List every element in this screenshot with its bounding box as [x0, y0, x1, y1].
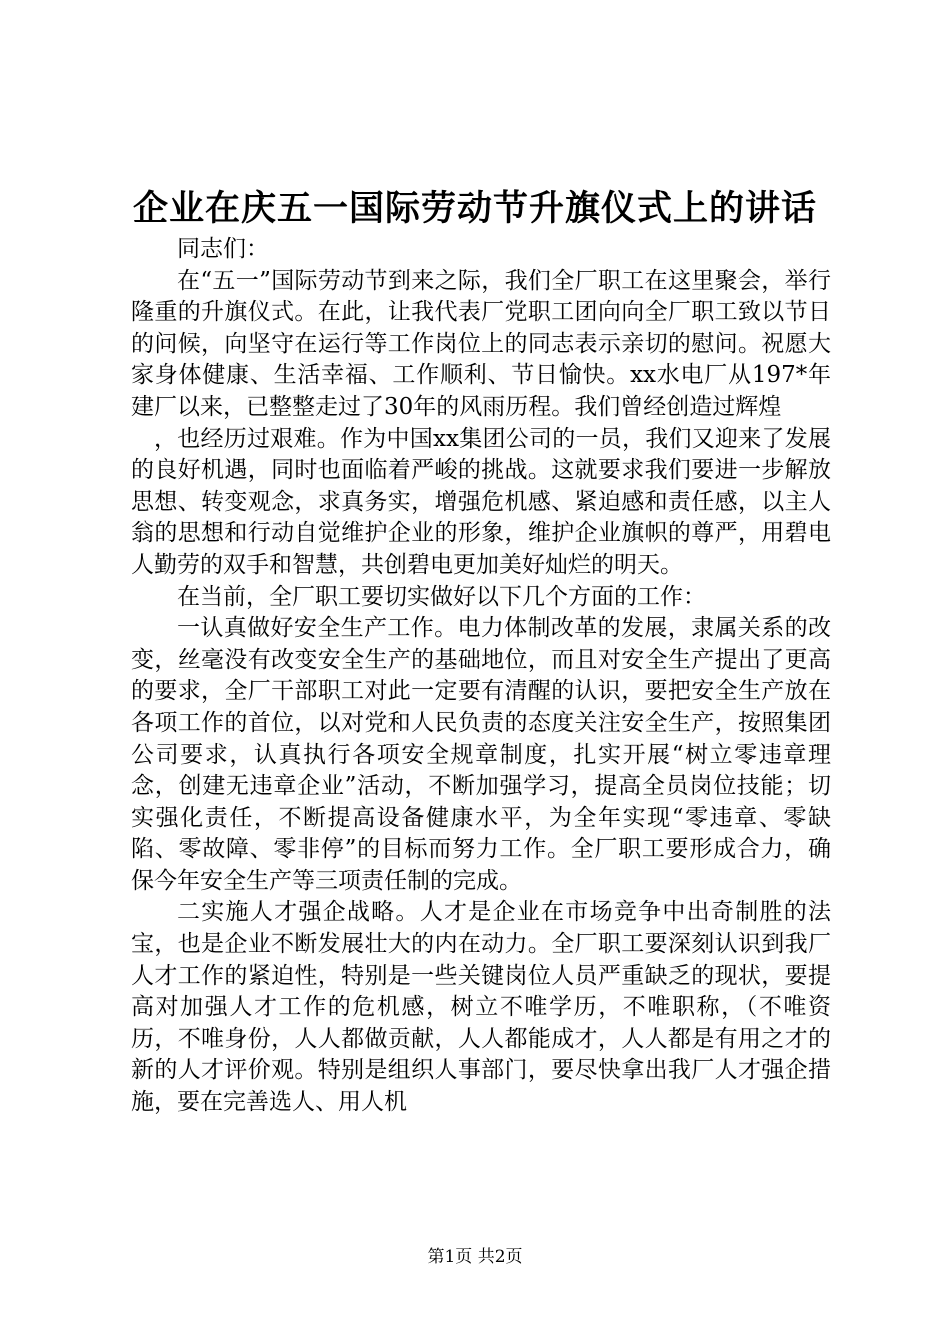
body-paragraph-intro: 在“五一”国际劳动节到来之际，我们全厂职工在这里聚会，举行隆重的升旗仪式。在此，让我代表厂党职工团向向全厂职工致以节日的问候，向坚守在运行等工作岗位上的同志表示亲切的慰问。祝愿大家身体健康、生活幸福、工作顺利、节日愉快。xx水电厂从197*年建厂以来，已整整走过了30年的风雨历程。我们曾经创造过辉煌: [131, 267, 831, 420]
body-paragraph-safety: 一认真做好安全生产工作。电力体制改革的发展，隶属关系的改变，丝毫没有改变安全生产的基础地位，而且对安全生产提出了更高的要求，全厂干部职工对此一定要有清醒的认识，要把安全生产放在各项工作的首位，以对党和人民负责的态度关注安全生产，按照集团公司要求，认真执行各项安全规章制度，扎实开展“树立零违章理念，创建无违章企业”活动，不断加强学习，提高全员岗位技能；切实强化责任，不断提高设备健康水平，为全年实现“零违章、零缺陷、零故障、零非停”的目标而努力工作。全厂职工要形成合力，确保今年安全生产等三项责任制的完成。: [131, 615, 831, 894]
document-title: 企业在庆五一国际劳动节升旗仪式上的讲话: [132, 188, 817, 229]
body-paragraph-continuation: ，也经历过艰难。作为中国xx集团公司的一员，我们又迎来了发展的良好机遇，同时也面临着严峻的挑战。这就要求我们要进一步解放思想、转变观念，求真务实，增强危机感、紧迫感和责任感，以主人翁的思想和行动自觉维护企业的形象，维护企业旗帜的尊严，用碧电人勤劳的双手和智慧，共创碧电更加美好灿烂的明天。: [131, 425, 831, 578]
document-body: [131, 234, 831, 1119]
salutation-paragraph: 同志们：: [177, 236, 269, 262]
page-number-footer: 第1页 共2页: [427, 1247, 523, 1267]
body-paragraph-talent: 二实施人才强企战略。人才是企业在市场竞争中出奇制胜的法宝，也是企业不断发展壮大的内在动力。全厂职工要深刻认识到我厂人才工作的紧迫性，特别是一些关键岗位人员严重缺乏的现状，要提高对加强人才工作的危机感，树立不唯学历，不唯职称，（不唯资历，不唯身份，人人都做贡献，人人都能成才，人人都是有用之才的新的人才评价观。特别是组织人事部门，要尽快拿出我厂人才强企措施，要在完善选人、用人机: [131, 899, 831, 1116]
body-paragraph-tasks-intro: 在当前，全厂职工要切实做好以下几个方面的工作：: [177, 583, 706, 610]
